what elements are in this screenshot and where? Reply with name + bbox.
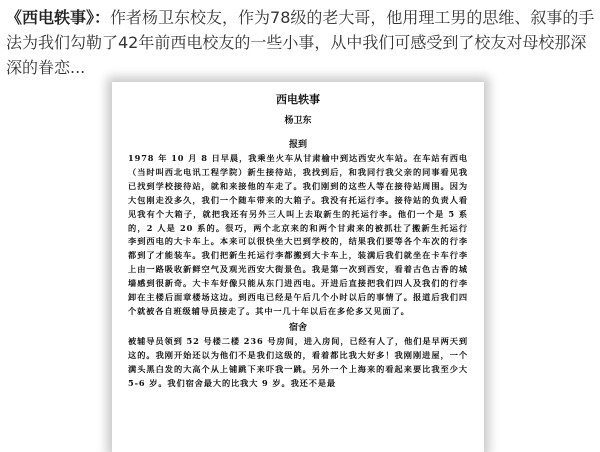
document-title: 西电轶事 [276, 93, 320, 106]
section-paragraph-report: 1978 年 10 月 8 日早晨，我乘坐火车从甘肃榆中到达西安火车站。在车站有西电（当时叫西北电讯工程学院）新生接待站，我找到后，和我同行我父亲的同事看见我已找到学校接待站，就和来接他的车走了。我们刚到的这些人等在接待站周围。因为大包刚走没多久，我们一个随车带来的大箱子。我没有托运行李。接待站的负责人看见我有个大箱子，就把我还有另外三人叫上去取新生的托运行李。他们一个是 5 系的，2 人是 20 系的。很巧，两个北京来的和两个甘肃来的被抓壮了搬新生托运行李到西电的大卡车上。本来可以很快坐大巴到学校的，结果我们要等各个车次的行李都到了才能装车。我们把新生托运行李都搬到大卡车上，装满后我们就坐在卡车行李上由一路吸收新鲜空气及观光西安大街景色。我是第一次到西安，看着古色古香的城墙感到很新奇。大卡车好像只能从东门进西电。开进后直接把我们四人及我们的行李卸在主楼后面章楼场这边。到西电已经是午后几个小时以后的事情了。报道后我们四个就被各自班级辅导员接走了。其中一几十年以后在多伦多又见面了。 [128, 153, 468, 316]
intro-text: 作者杨卫东校友，作为78级的老大哥，他用理工男的思维、叙事的手法为我们勾勒了42年前西电校友的一些小事，从中我们可感受到了校友对母校那深深的眷恋... [6, 8, 595, 77]
scanned-document-image [112, 82, 484, 452]
section-heading-dorm: 宿舍 [288, 322, 307, 333]
document-author: 杨卫东 [284, 116, 312, 126]
intro-title: 《西电轶事》： [6, 8, 111, 27]
section-paragraph-dorm: 被辅导员领到 52 号楼二楼 236 号房间，进入房间，已经有人了，他们是早两天到这的。我刚开始还以为他们不是我们这级的，看着都比我大好多！我刚刚进屋，一个满头黑白发的大高个从上铺跳下来吓我一跳。另外一个上海来的看起来要比我至少大 5-6 岁。我们宿舍最大的比我大 9 岁。我还不是最 [128, 335, 468, 388]
section-heading-report: 报到 [288, 140, 307, 150]
article-intro [6, 5, 596, 80]
